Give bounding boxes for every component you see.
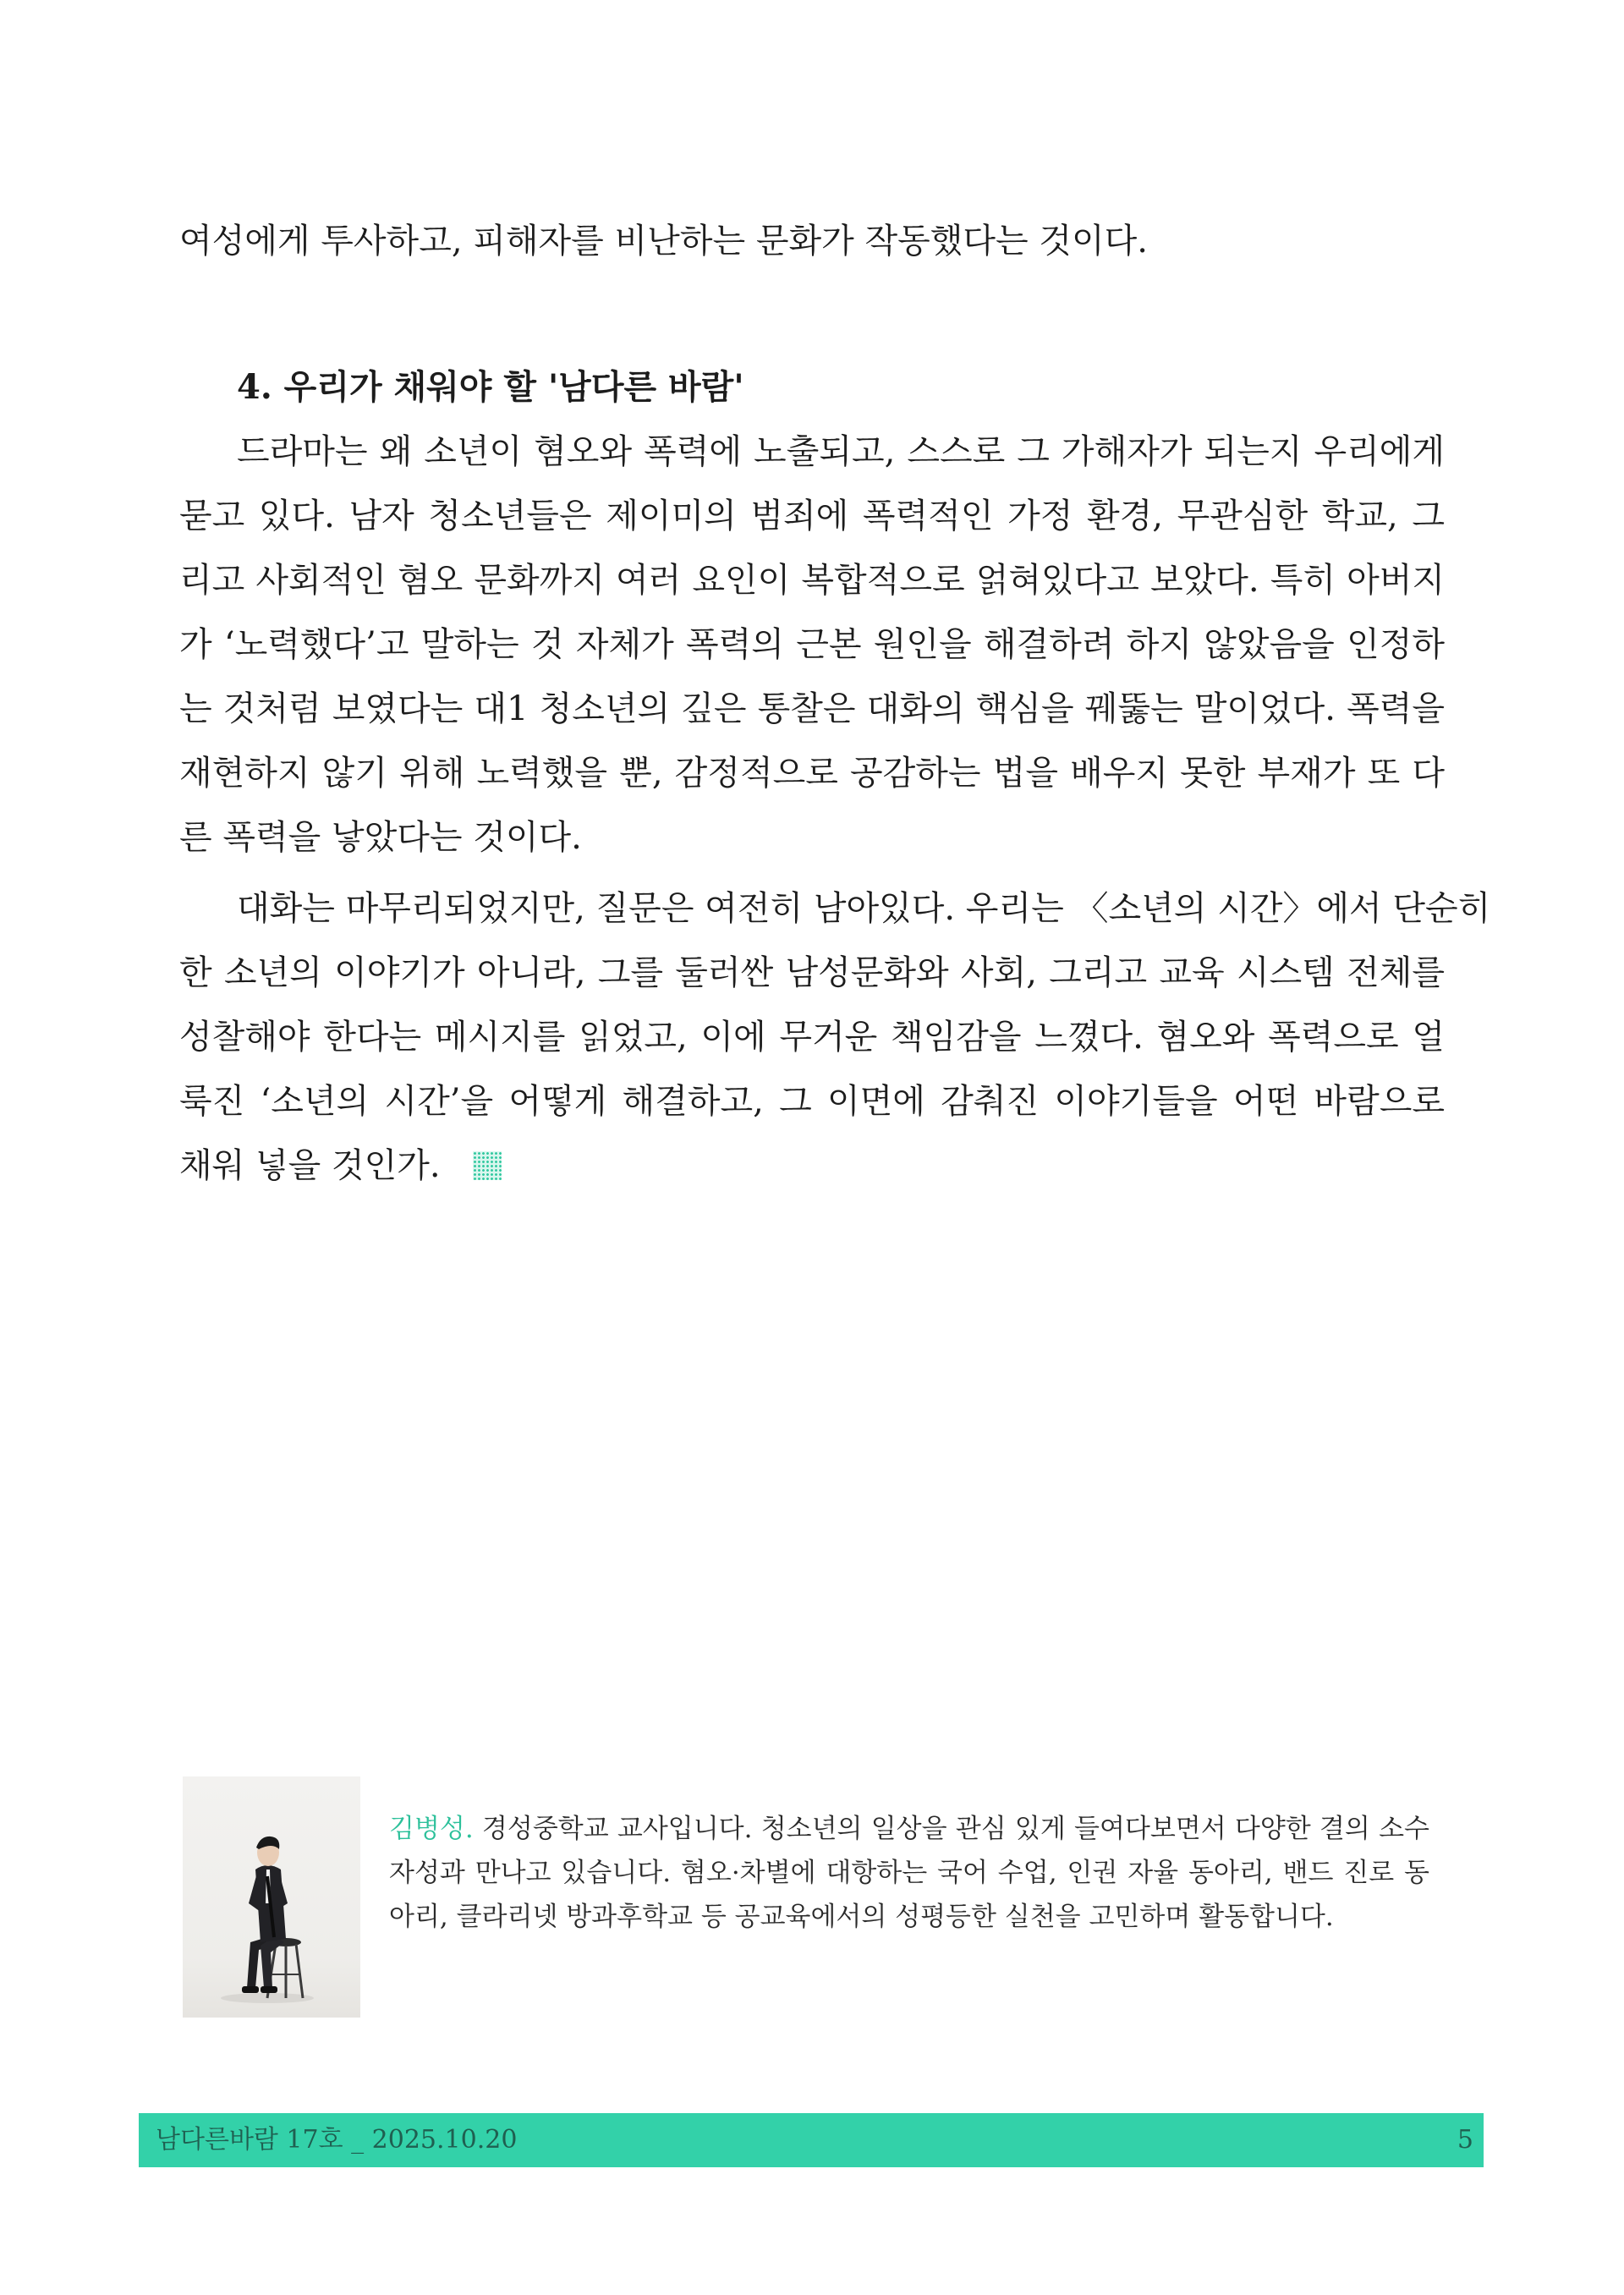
paragraph-line: 른 폭력을 낳았다는 것이다. [179, 818, 582, 857]
author-photo [183, 1776, 360, 2018]
footer-issue-title: 남다른바람 17호 _ 2025.10.20 [156, 2125, 518, 2155]
paragraph-line-text: 채워 넣을 것인가. [179, 1146, 441, 1185]
section-heading: 4. 우리가 채워야 할 '남다른 바람' [237, 367, 744, 407]
paragraph-line: 성찰해야 한다는 메시지를 읽었고, 이에 무거운 책임감을 느꼈다. 혐오와 폭력으로 얼 [179, 1018, 1445, 1057]
page-number: 5 [1457, 2125, 1473, 2155]
paragraph-line: 가 ‘노력했다’고 말하는 것 자체가 폭력의 근본 원인을 해결하려 하지 않았음을 인정하 [179, 625, 1445, 664]
paragraph-line: 리고 사회적인 혐오 문화까지 여러 요인이 복합적으로 얽혀있다고 보았다. 특히 아버지 [179, 561, 1445, 600]
intro-tail-line: 여성에게 투사하고, 피해자를 비난하는 문화가 작동했다는 것이다. [179, 222, 1148, 261]
paragraph-line: 재현하지 않기 위해 노력했을 뿐, 감정적으로 공감하는 법을 배우지 못한 부재가 또 다 [179, 754, 1445, 793]
paragraph-last-line [179, 1134, 1445, 1198]
author-bio [389, 1807, 1429, 1939]
paragraph-line: 대화는 마무리되었지만, 질문은 여전히 남아있다. 우리는 〈소년의 시간〉에서 단순히 [237, 889, 1491, 928]
author-portrait-illustration [183, 1776, 360, 2018]
author-description: 경성중학교 교사입니다. 청소년의 일상을 관심 있게 들여다보면서 다양한 결의 소수자성과 만나고 있습니다. 혐오·차별에 대항하는 국어 수업, 인권 자율 동아리, 밴드 진로 동아리, 클라리넷 방과후학교 등 공교육에서의 성평등한 실천을 고민하며 활동합니다. [389, 1814, 1429, 1932]
paragraph-line: 한 소년의 이야기가 아니라, 그를 둘러싼 남성문화와 사회, 그리고 교육 시스템 전체를 [179, 953, 1445, 992]
paragraph-line: 룩진 ‘소년의 시간’을 어떻게 해결하고, 그 이면에 감춰진 이야기들을 어떤 바람으로 [179, 1082, 1445, 1121]
end-mark-icon [473, 1151, 502, 1180]
paragraph-line: 는 것처럼 보였다는 대1 청소년의 깊은 통찰은 대화의 핵심을 꿰뚫는 말이었다. 폭력을 [179, 689, 1445, 728]
paragraph-line: 드라마는 왜 소년이 혐오와 폭력에 노출되고, 스스로 그 가해자가 되는지 우리에게 [237, 432, 1445, 471]
footer-bar [139, 2113, 1484, 2167]
author-name: 김병성. [389, 1814, 474, 1844]
paragraph-line: 묻고 있다. 남자 청소년들은 제이미의 범죄에 폭력적인 가정 환경, 무관심한 학교, 그 [179, 497, 1445, 535]
